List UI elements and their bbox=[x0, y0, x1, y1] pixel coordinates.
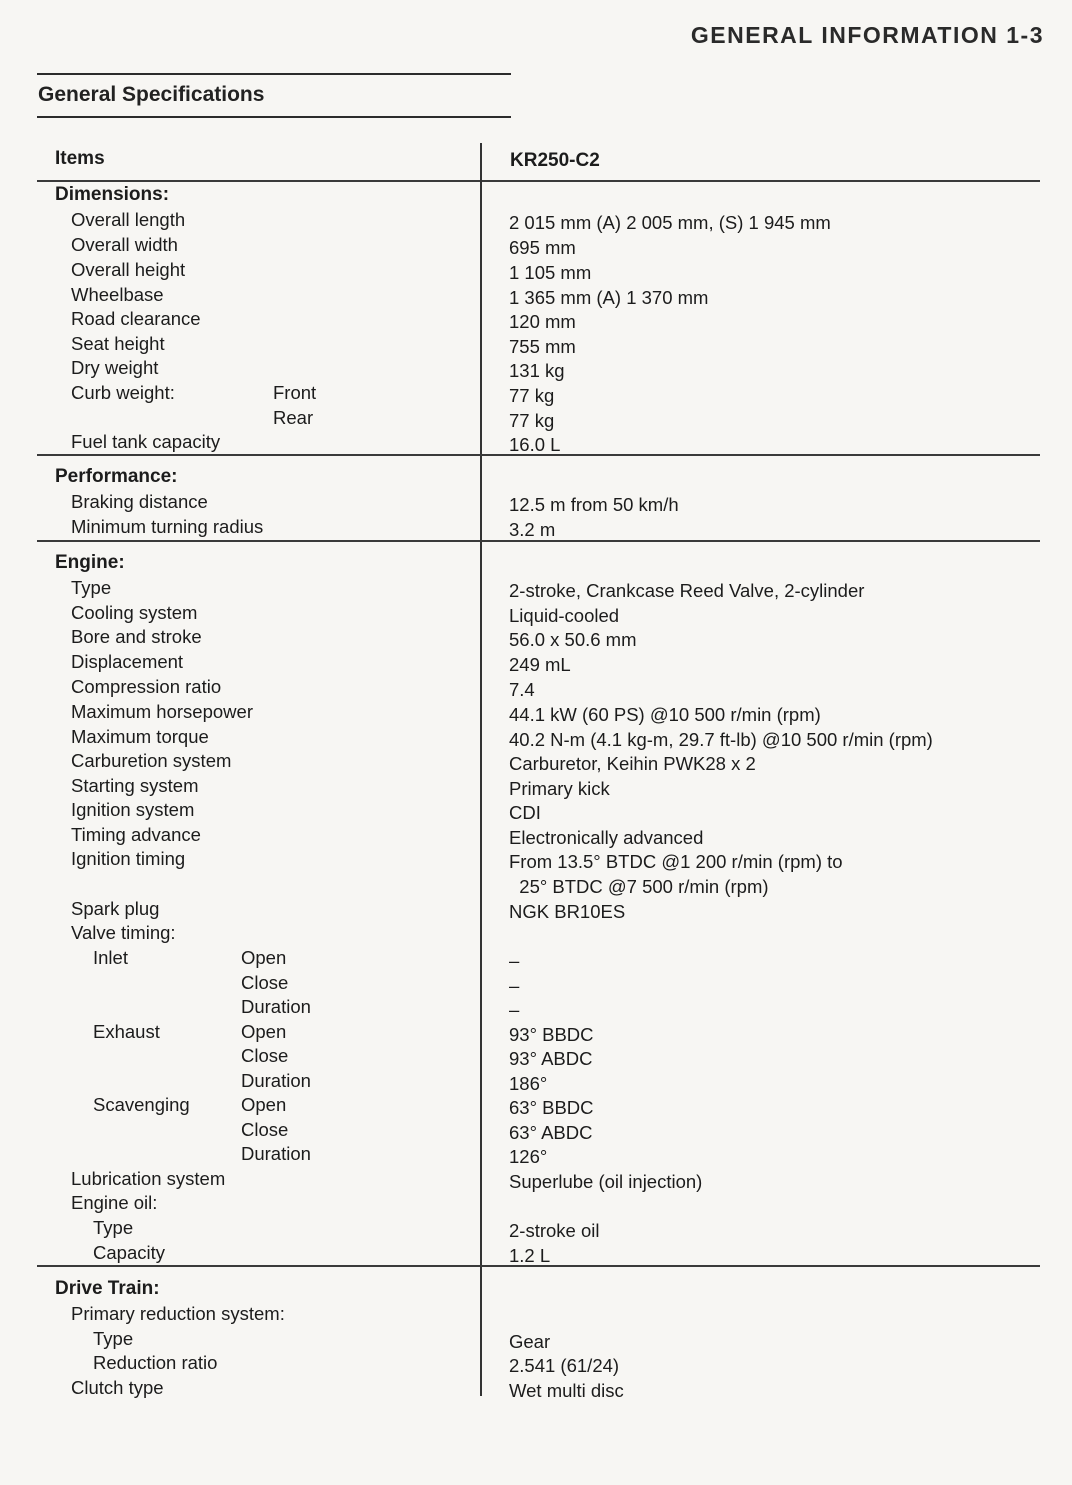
spec-label: Type bbox=[93, 1217, 134, 1238]
header-divider bbox=[37, 180, 1040, 182]
spec-value: 2-stroke, Crankcase Reed Valve, 2-cylinder bbox=[509, 580, 865, 601]
spec-label: Fuel tank capacity bbox=[71, 431, 221, 452]
spec-value: – bbox=[509, 999, 520, 1020]
spec-label: Clutch type bbox=[71, 1377, 164, 1398]
spec-label: Overall height bbox=[71, 259, 186, 280]
spec-label: Curb weight: bbox=[71, 382, 175, 403]
table-header-model: KR250-C2 bbox=[510, 150, 600, 171]
spec-value: 77 kg bbox=[509, 385, 555, 406]
spec-value: 1 105 mm bbox=[509, 262, 592, 283]
spec-label: Ignition timing bbox=[71, 848, 186, 869]
spec-label: Seat height bbox=[71, 333, 165, 354]
spec-value: 120 mm bbox=[509, 311, 576, 332]
spec-value: Wet multi disc bbox=[509, 1380, 624, 1401]
spec-label: Exhaust bbox=[93, 1021, 160, 1042]
spec-label: Capacity bbox=[93, 1242, 165, 1263]
spec-value: CDI bbox=[509, 802, 541, 823]
spec-label: Dry weight bbox=[71, 357, 159, 378]
spec-value: Carburetor, Keihin PWK28 x 2 bbox=[509, 753, 756, 774]
spec-label: Minimum turning radius bbox=[71, 516, 264, 537]
spec-value: 93° ABDC bbox=[509, 1048, 593, 1069]
spec-value: 16.0 L bbox=[509, 434, 561, 455]
spec-label: Overall length bbox=[71, 209, 186, 230]
spec-value: 12.5 m from 50 km/h bbox=[509, 494, 679, 515]
spec-label: Maximum horsepower bbox=[71, 701, 253, 722]
spec-label: Type bbox=[71, 577, 112, 598]
category-heading: Drive Train: bbox=[55, 1278, 160, 1299]
spec-label: Timing advance bbox=[71, 824, 201, 845]
spec-value: – bbox=[509, 975, 520, 996]
section-title: General Specifications bbox=[38, 83, 265, 106]
spec-value: 755 mm bbox=[509, 336, 576, 357]
spec-sublabel: Close bbox=[241, 1119, 289, 1140]
spec-value: 249 mL bbox=[509, 654, 571, 675]
category-heading: Engine: bbox=[55, 552, 125, 573]
spec-sublabel: Duration bbox=[241, 996, 311, 1017]
spec-sublabel: Close bbox=[241, 1045, 289, 1066]
spec-value: 44.1 kW (60 PS) @10 500 r/min (rpm) bbox=[509, 704, 821, 725]
spec-sublabel: Open bbox=[241, 1094, 287, 1115]
spec-value: 93° BBDC bbox=[509, 1024, 594, 1045]
spec-label: Ignition system bbox=[71, 799, 195, 820]
page-header: GENERAL INFORMATION 1-3 bbox=[690, 22, 1044, 48]
spec-value: 695 mm bbox=[509, 237, 576, 258]
category-heading: Dimensions: bbox=[55, 184, 170, 205]
spec-label: Cooling system bbox=[71, 602, 198, 623]
spec-value: Gear bbox=[509, 1331, 551, 1352]
spec-label: Starting system bbox=[71, 775, 199, 796]
spec-value: 186° bbox=[509, 1073, 548, 1094]
category-heading: Performance: bbox=[55, 466, 178, 487]
spec-value: 25° BTDC @7 500 r/min (rpm) bbox=[509, 876, 769, 897]
spec-value: 63° ABDC bbox=[509, 1122, 593, 1143]
spec-value: 2-stroke oil bbox=[509, 1220, 600, 1241]
spec-value: 40.2 N-m (4.1 kg-m, 29.7 ft-lb) @10 500 r/min (rpm) bbox=[509, 729, 933, 750]
spec-value: 2 015 mm (A) 2 005 mm, (S) 1 945 mm bbox=[509, 212, 831, 233]
spec-value: Electronically advanced bbox=[509, 827, 704, 848]
spec-label: Carburetion system bbox=[71, 750, 232, 771]
spec-value: – bbox=[509, 950, 520, 971]
spec-sublabel: Front bbox=[273, 382, 317, 403]
spec-label: Maximum torque bbox=[71, 726, 209, 747]
title-rule-top bbox=[37, 73, 511, 75]
spec-label: Overall width bbox=[71, 234, 178, 255]
spec-value: 126° bbox=[509, 1146, 548, 1167]
spec-label: Displacement bbox=[71, 651, 184, 672]
spec-value: 63° BBDC bbox=[509, 1097, 594, 1118]
spec-label: Reduction ratio bbox=[93, 1352, 218, 1373]
spec-value: 2.541 (61/24) bbox=[509, 1355, 620, 1376]
spec-label: Wheelbase bbox=[71, 284, 164, 305]
spec-value: 56.0 x 50.6 mm bbox=[509, 629, 637, 650]
spec-label: Type bbox=[93, 1328, 134, 1349]
spec-sublabel: Close bbox=[241, 972, 289, 993]
spec-label: Lubrication system bbox=[71, 1168, 226, 1189]
spec-value: 7.4 bbox=[509, 679, 535, 700]
spec-sublabel: Duration bbox=[241, 1143, 311, 1164]
spec-label: Spark plug bbox=[71, 898, 160, 919]
title-rule-bottom bbox=[37, 116, 511, 118]
spec-label: Compression ratio bbox=[71, 676, 222, 697]
spec-value: From 13.5° BTDC @1 200 r/min (rpm) to bbox=[509, 851, 843, 872]
spec-label: Scavenging bbox=[93, 1094, 190, 1115]
spec-value: 3.2 m bbox=[509, 519, 556, 540]
spec-value: Primary kick bbox=[509, 778, 610, 799]
spec-sublabel: Open bbox=[241, 1021, 287, 1042]
spec-sublabel: Rear bbox=[273, 407, 314, 428]
column-divider bbox=[480, 143, 482, 1396]
spec-label: Valve timing: bbox=[71, 922, 176, 943]
table-header-items: Items bbox=[55, 148, 105, 169]
spec-sublabel: Open bbox=[241, 947, 287, 968]
spec-label: Engine oil: bbox=[71, 1192, 158, 1213]
spec-label: Bore and stroke bbox=[71, 626, 202, 647]
spec-label: Inlet bbox=[93, 947, 128, 968]
spec-sublabel: Duration bbox=[241, 1070, 311, 1091]
spec-value: 1.2 L bbox=[509, 1245, 551, 1266]
spec-value: 1 365 mm (A) 1 370 mm bbox=[509, 287, 709, 308]
spec-label: Braking distance bbox=[71, 491, 208, 512]
spec-value: Superlube (oil injection) bbox=[509, 1171, 703, 1192]
spec-label: Road clearance bbox=[71, 308, 201, 329]
spec-value: NGK BR10ES bbox=[509, 901, 626, 922]
spec-value: Liquid-cooled bbox=[509, 605, 620, 626]
spec-value: 131 kg bbox=[509, 360, 565, 381]
spec-value: 77 kg bbox=[509, 410, 555, 431]
spec-label: Primary reduction system: bbox=[71, 1303, 285, 1324]
